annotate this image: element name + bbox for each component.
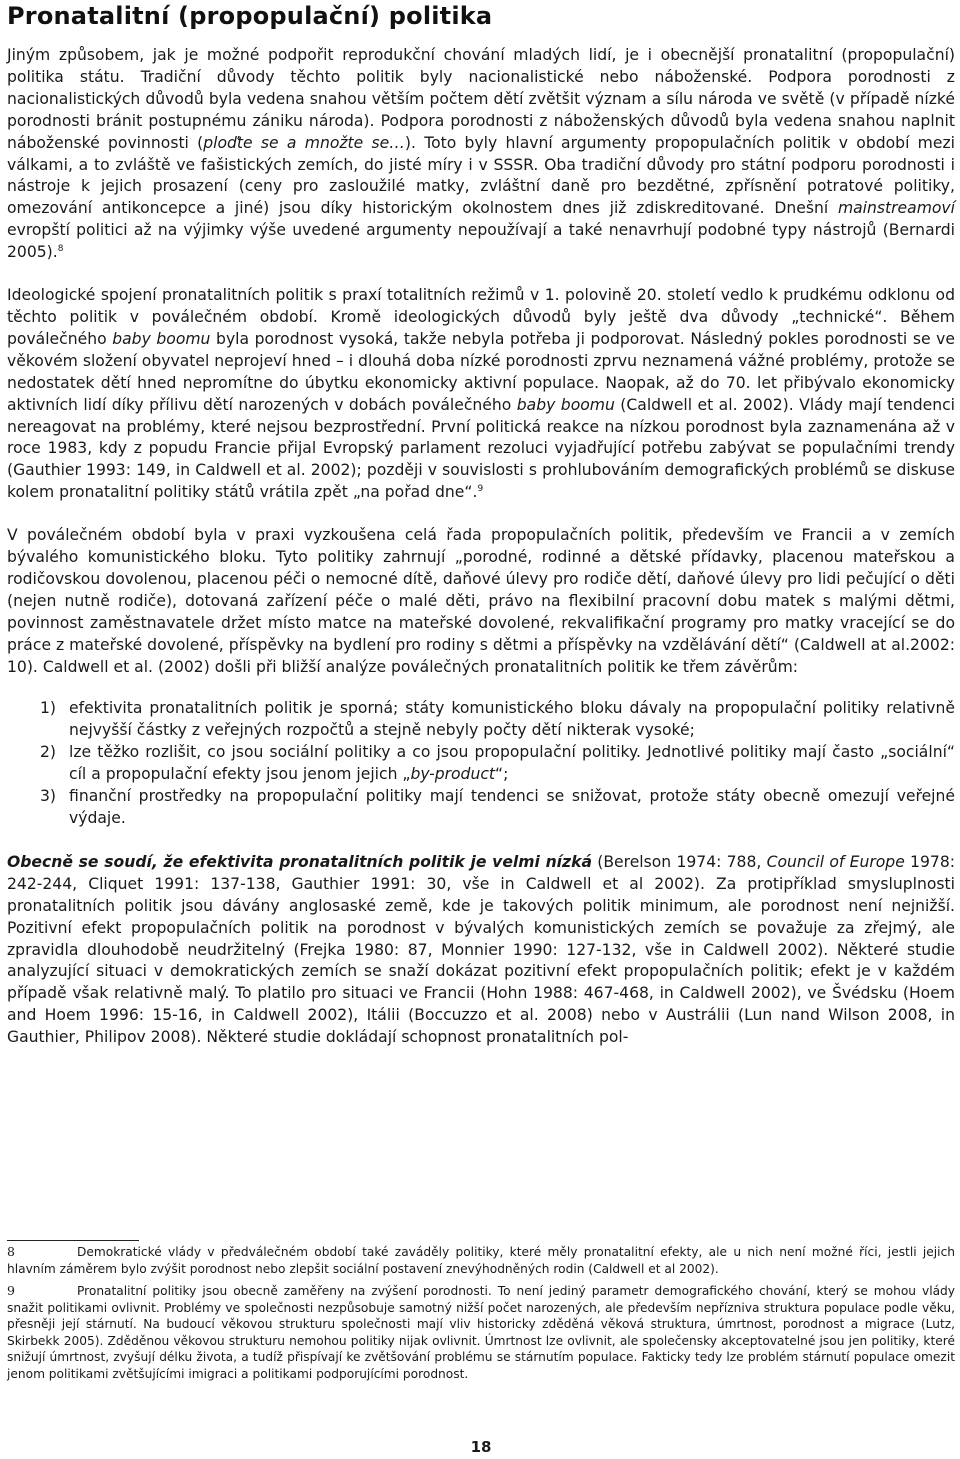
- paragraph-1-text-a: Jiným způsobem, jak je možné podpořit reprodukční chování mladých lidí, je i obecnější pronatalitní (propopulační) politika státu. Tradiční důvody těchto politik byly nacionalistické nebo náboženské. Podpora porodnosti z nacionalistických důvodů byla vedena snahou větším počtem dětí zvětšit význam a sílu národa ve světě (v případě nízké porodnosti bránit postupnému zániku národa). Podpora porodnosti z náboženských důvodů byla vedena snahou naplnit náboženské povinnosti (: [7, 46, 955, 152]
- paragraph-4-lead: Obecně se soudí, že efektivita pronatalitních politik je velmi nízká: [7, 852, 592, 871]
- page-title: Pronatalitní (propopulační) politika: [7, 2, 493, 30]
- paragraph-1-text-c: evropští politici až na výjimky výše uvedené argumenty nepoužívají a také nenavrhují podobné typy nástrojů (Bernardi 2005).: [7, 221, 955, 262]
- paragraph-2-emphasis-1: baby boomu: [112, 329, 211, 348]
- footnote-9: [7, 1283, 955, 1382]
- list-item-text: efektivita pronatalitních politik je sporná; státy komunistického bloku dávaly na propopulační politiky relativně nejvyšší částky z veřejných rozpočtů a stejně nebyly počty dětí nikterak vysoké;: [69, 699, 955, 740]
- footnotes: [7, 1240, 955, 1388]
- paragraph-1: [7, 45, 955, 264]
- paragraph-2-text-a: Ideologické spojení pronatalitních politik s praxí totalitních režimů v 1. polovině 20. století vedlo k prudkému odklonu od těchto politik v poválečném období. Kromě ideologických důvodů byly ještě dva důvody „technické“. Během poválečného: [7, 286, 955, 348]
- page-number: 18: [470, 1438, 492, 1456]
- paragraph-2-text-c: (Caldwell et al. 2002). Vlády mají tendenci nereagovat na problémy, které nejsou bezprostřední. První politická reakce na nízkou porodnost byla zaznamenána až v roce 1983, kdy z popudu Francie přijal Evropský parlament rezoluci vyjadřující potřebu zabývat se populačními trendy (Gauthier 1993: 149, in Caldwell et al. 2002); později v souvislosti s prohlubováním demografických problémů se diskuse kolem pronatalitní politiky států vrátila zpět „na pořad dne“.: [7, 395, 956, 502]
- footnote-ref-8[interactable]: 8: [57, 243, 64, 254]
- footnote-ref-9[interactable]: 9: [477, 484, 484, 495]
- footnote-number: 8: [7, 1244, 15, 1259]
- paragraph-2-emphasis-2: baby boomu: [516, 395, 615, 414]
- footnote-separator: [7, 1240, 139, 1241]
- paragraph-1-text-b: ). Toto byly hlavní argumenty propopulačních politik v období mezi válkami, a to zvláště ve fašistických zemích, do jisté míry i v SSSR. Oba tradiční důvody pro státní podporu porodnosti i nástroje k jejich prosazení (ceny pro zasloužilé matky, zvláštní daně pro bezdětné, zpřísnění potratové politiky, omezování antikoncepce a jiné) jsou díky historickým okolnostem dnes již zdiskreditované. Dnešní: [7, 133, 955, 218]
- footnote-text: Demokratické vlády v předválečném období také zaváděly politiky, které měly pronatalitní efekty, ale u nich není možné říci, jestli jejich hlavním záměrem bylo zvýšit porodnost nebo zlepšit sociální postavení znevýhodněných rodin (Caldwell et al 2002).: [7, 1245, 955, 1276]
- list-item-emphasis: by-product: [410, 765, 496, 784]
- paragraph-4-text-a: (Berelson 1974: 788,: [592, 852, 767, 871]
- paragraph-4-text-b: 1978: 242-244, Cliquet 1991: 137-138, Gauthier 1991: 30, vše in Caldwell et al 2002). Za protipříklad smysluplnosti pronatalitních politik jsou dávány anglosaské země, kde je takových politik minimum, ale porodnost není nejnižší. Pozitivní efekt propopulačních politik na porodnost v bývalých komunistických zemích se považuje za zřejmý, ale zpravidla dlouhodobě neudržitelný (Frejka 1980: 87, Monnier 1990: 127-132, vše in Caldwell 2002). Některé studie analyzující situaci v demokratických zemích se snaží dokázat pozitivní efekt propopulačních politik; efekt je v každém případě však relativně malý. To platilo pro situaci ve Francii (Hohn 1988: 467-468, in Caldwell 2002), ve Švédsku (Hoem and Hoem 1996: 15-16, in Caldwell 2002), Itálii (Boccuzzo et al. 2008) nebo v Austrálii (Lun nand Wilson 2008, in Gauthier, Philipov 2008). Některé studie dokládají schopnost pronatalitních pol-: [7, 852, 955, 1047]
- list-number: 3): [40, 787, 57, 806]
- list-item: [7, 698, 955, 742]
- paragraph-1-emphasis-2: mainstreamoví: [837, 199, 955, 218]
- list-number: 1): [40, 699, 57, 718]
- footnote-text: Pronatalitní politiky jsou obecně zaměřeny na zvýšení porodnosti. To není jediný parametr demografického chování, který se mohou vlády snažit politikami ovlivnit. Problémy ve společnosti nezpůsobuje samotný nižší počet narozených, ale především nepřízniva struktura populace podle věku, přesněji její stárnutí. Na budoucí věkovou strukturu společnosti mají vliv historicky zděděná věková struktura, úmrtnost, porodnost a migrace (Lutz, Skirbekk 2005). Zděděnou věkovou strukturu nemohou politiky nijak ovlivnit. Úmrtnost lze ovlivnit, ale společensky akceptovatelné jsou jen politiky, které snižují úmrtnost, zvyšují délku života, a tudíž přispívají ke zvětšování problému se stárnutím populace. Fakticky tedy lze problém stárnutí populace omezit jenom politikami zvětšujícími imigraci a politikami podporujícími porodnost.: [7, 1284, 955, 1381]
- list-number: 2): [40, 743, 57, 762]
- list-item-text: lze těžko rozlišit, co jsou sociální politiky a co jsou propopulační politiky. Jednotlivé politiky mají často „sociální“ cíl a propopulační efekty jsou jenom jejich „: [69, 743, 955, 784]
- list-item: [7, 742, 955, 786]
- list-item: [7, 786, 955, 830]
- paragraph-2: [7, 285, 955, 504]
- paragraph-1-emphasis-1: ploďte se a množte se…: [203, 133, 405, 152]
- list-item-text: finanční prostředky na propopulační politiky mají tendenci se snižovat, protože státy obecně omezují veřejné výdaje.: [69, 787, 955, 827]
- footnote-number: 9: [7, 1283, 15, 1298]
- paragraph-4: [7, 852, 955, 1049]
- body-text: [7, 45, 955, 1070]
- paragraph-3: V poválečném období byla v praxi vyzkoušena celá řada propopulačních politik, především ve Francii a v zemích bývalého komunistického bloku. Tyto politiky zahrnují „porodné, rodinné a dětské přídavky, placenou mateřskou a rodičovskou dovolenou, placenou péči o nemocné dítě, daňové úlevy pro rodiče dětí, daňové úlevy pro lidi pečující o děti (nejen nutně rodiče), dotovaná zařízení péče o malé děti, právo na flexibilní pracovní dobu matek s malými dětmi, povinnost zaměstnavatele držet místo matce na mateřské dovolené, rekvalifikační programy pro matky vracející se do práce z mateřské dovolené, příspěvky na bydlení pro rodiny s dětmi a příspěvky na vzdělávání dětí“ (Caldwell at al.2002: 10). Caldwell et al. (2002) došli při bližší analýze poválečných pronatalitních politik ke třem závěrům:: [7, 526, 955, 676]
- paragraph-2-text-b: byla porodnost vysoká, takže nebyla potřeba ji podporovat. Následný pokles porodnosti se ve věkovém složení obyvatel neprojeví hned – i dlouhá doba nízké porodnosti zprvu neznamená vážné problémy, protože se nedostatek dětí hned nepromítne do úbytku ekonomicky aktivní populace. Naopak, až do 70. let přibývalo ekonomicky aktivních lidí díky přílivu dětí narozených v dobách poválečného: [7, 329, 955, 414]
- paragraph-4-emphasis: Council of Europe: [766, 852, 905, 871]
- list-item-text-end: “;: [495, 765, 509, 784]
- conclusions-list: [7, 698, 955, 829]
- footnote-8: [7, 1244, 955, 1277]
